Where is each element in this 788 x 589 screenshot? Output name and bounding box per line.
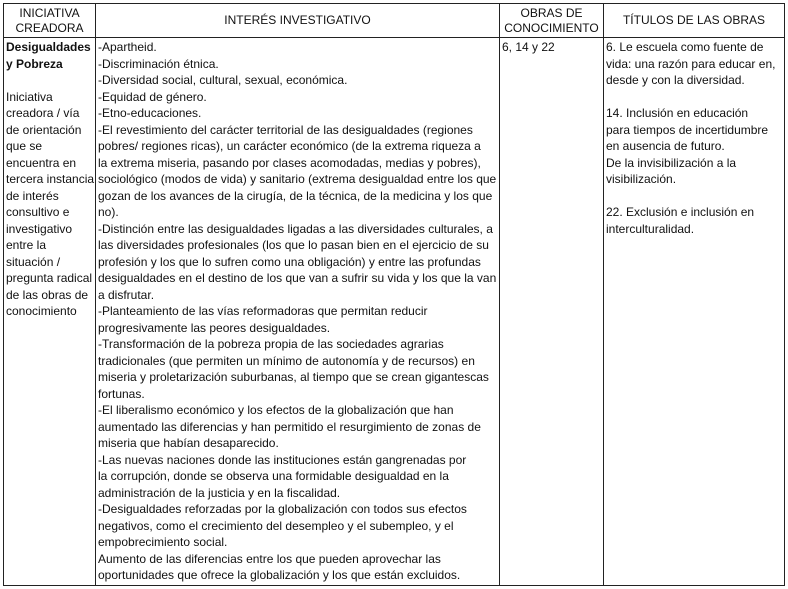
interest-line: -Discriminación étnica. — [98, 56, 219, 71]
initiative-description-line: de orientación — [6, 122, 82, 137]
initiative-description-line: pregunta radical — [6, 271, 93, 285]
header-interest: INTERÉS INVESTIGATIVO — [96, 4, 500, 38]
initiative-description-line: encuentra en — [6, 155, 77, 170]
works-cell — [500, 38, 604, 586]
title-line: en ausencia de futuro. — [606, 139, 725, 153]
initiative-description-line: de las obras de — [6, 287, 89, 302]
interest-line: profesión y los que lo sufren como una obligación) y entre las profundas — [98, 254, 481, 269]
interest-line: miseria y proletarización suburbanas, al tiempo que se crean gigantescas — [98, 370, 489, 384]
initiative-description-line: situación / — [6, 254, 61, 269]
interest-line: fortunas. — [98, 386, 145, 401]
initiative-description-line: Iniciativa — [6, 89, 53, 104]
interest-line: a disfrutar. — [98, 287, 155, 302]
interest-line: -Apartheid. — [98, 40, 157, 54]
interest-line: -Desigualdades reforzadas por la globalización con todos sus efectos — [98, 502, 467, 516]
interest-line: gozan de los avances de la cirugía, de la técnica, de la medicina y los que — [98, 188, 493, 203]
interest-line: oportunidades que ofrece la globalización y los que están excluidos. — [98, 568, 461, 582]
title-line: 14. Inclusión en educación — [606, 106, 749, 120]
title-line: interculturalidad. — [606, 221, 695, 236]
interest-line: sociológico (modos de vida) y sanitario (extrema desigualdad entre los que — [98, 172, 497, 186]
interest-line: administración de la justicia y en la fiscalidad. — [98, 485, 341, 500]
initiative-description-line: que se — [6, 139, 43, 153]
title-line: De la invisibilización a la — [606, 155, 737, 170]
initiative-topic: Desigualdades — [6, 40, 91, 54]
interest-line: no). — [98, 205, 119, 219]
interest-line: -Transformación de la pobreza propia de las sociedades agrarias — [98, 337, 444, 351]
title-line: 6. Le escuela como fuente de — [606, 40, 764, 54]
interest-line: pobres/ regiones ricas), un carácter económico (de la extrema riqueza a — [98, 139, 481, 153]
initiative-topic: y Pobreza — [6, 56, 63, 71]
header-initiative: INICIATIVA CREADORA — [4, 4, 96, 38]
table-row — [4, 38, 785, 586]
title-line: visibilización. — [606, 172, 677, 186]
header-titles: TÍTULOS DE LAS OBRAS — [604, 4, 785, 38]
interest-line: -El liberalismo económico y los efectos de la globalización que han — [98, 403, 454, 417]
interest-line: la extrema miseria, pasando por clases acomodadas, medias y pobres), — [98, 155, 481, 170]
works-list: 6, 14 y 22 — [502, 40, 555, 54]
interest-line: Aumento de las diferencias entre los que pueden aprovechar las — [98, 551, 441, 566]
interest-line: -Las nuevas naciones donde las instituciones están gangrenadas por — [98, 452, 467, 467]
interest-line: aumentado las diferencias y han permitido el resurgimiento de zonas de — [98, 419, 481, 434]
initiative-cell — [4, 38, 96, 586]
title-line: para tiempos de incertidumbre — [606, 122, 769, 137]
interest-line: -El revestimiento del carácter territorial de las desigualdades (regiones — [98, 122, 473, 137]
interest-cell — [96, 38, 500, 586]
interest-line: la corrupción, donde se observa una formidable desigualdad en la — [98, 469, 449, 483]
interest-line: empobrecimiento social. — [98, 535, 228, 549]
title-line: vida: una razón para educar en, — [606, 56, 776, 71]
initiative-description-line: consultivo e — [6, 205, 70, 219]
interest-line: -Planteamiento de las vías reformadoras que permitan reducir — [98, 304, 428, 318]
initiative-description-line: de interés — [6, 188, 59, 203]
title-line: desde y con la diversidad. — [606, 73, 745, 87]
initiative-description-line: conocimiento — [6, 304, 77, 318]
header-works: OBRAS DE CONOCIMIENTO — [500, 4, 604, 38]
titles-cell — [604, 38, 785, 586]
interest-line: tradicionales (que permiten un mínimo de autonomía y de recursos) en — [98, 353, 475, 368]
interest-line: -Distinción entre las desigualdades ligadas a las diversidades culturales, a — [98, 221, 493, 236]
interest-line: desigualdades en el destino de los que van a sufrir su vida y los que la van — [98, 271, 497, 285]
interest-line: negativos, como el crecimiento del desempleo y el subempleo, y el — [98, 518, 454, 533]
initiative-description-line: tercera instancia — [6, 172, 95, 186]
interest-line: progresivamente las peores desigualdades. — [98, 320, 331, 335]
title-line: 22. Exclusión e inclusión en — [606, 205, 755, 219]
interest-line: -Equidad de género. — [98, 89, 207, 104]
research-table — [3, 3, 785, 586]
initiative-description-line: investigativo — [6, 221, 73, 236]
initiative-description-line: entre la — [6, 238, 47, 252]
interest-line: -Etno-educaciones. — [98, 106, 202, 120]
initiative-description-line: creadora / vía — [6, 106, 80, 120]
interest-line: las diversidades profesionales (los que lo pasan bien en el ejercicio de su — [98, 238, 489, 252]
interest-line: miseria que habían desaparecido. — [98, 436, 279, 450]
interest-line: -Diversidad social, cultural, sexual, económica. — [98, 73, 348, 87]
header-row — [4, 4, 785, 38]
